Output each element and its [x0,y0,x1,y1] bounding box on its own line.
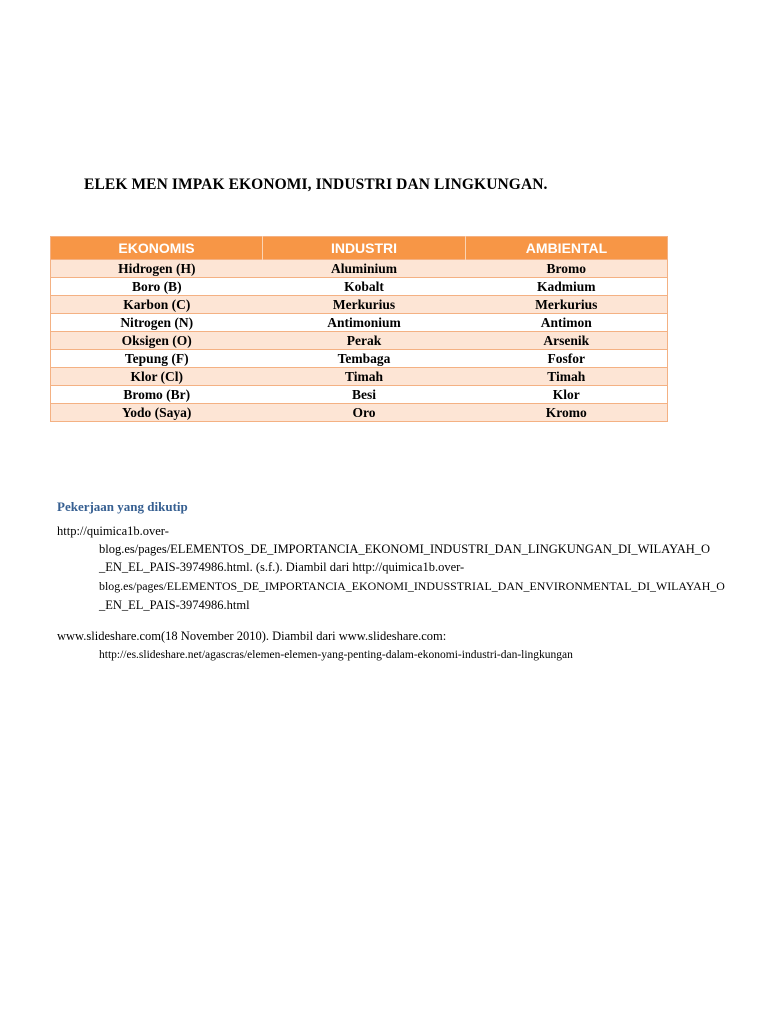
cell-ambiental: Klor [466,386,668,404]
cell-ekonomis: Tepung (F) [51,350,263,368]
cell-ekonomis: Hidrogen (H) [51,260,263,278]
cell-ambiental: Kadmium [466,278,668,296]
reference-1-line-3: _EN_EL_PAIS-3974986.html. (s.f.). Diambil dari http://quimica1b.over- [99,560,465,574]
cell-industri: Merkurius [263,296,466,314]
cell-ambiental: Bromo [466,260,668,278]
cell-industri: Timah [263,368,466,386]
cell-industri: Oro [263,404,466,422]
reference-1-line-4: blog.es/pages/ELEMENTOS_DE_IMPORTANCIA_EKONOMI_INDUSSTRIAL_DAN_ENVIRONMENTAL_DI_WILAYAH_O [99,579,725,593]
cell-ekonomis: Oksigen (O) [51,332,263,350]
header-industri: INDUSTRI [263,237,466,260]
table-row [51,368,668,386]
cell-industri: Aluminium [263,260,466,278]
table-row [51,350,668,368]
cell-ambiental: Arsenik [466,332,668,350]
reference-2-line-1: www.slideshare.com(18 November 2010). Diambil dari www.slideshare.com: [57,629,447,643]
table-row [51,278,668,296]
cell-ambiental: Antimon [466,314,668,332]
cell-ekonomis: Yodo (Saya) [51,404,263,422]
cell-ekonomis: Nitrogen (N) [51,314,263,332]
cell-ekonomis: Klor (Cl) [51,368,263,386]
cell-ekonomis: Karbon (C) [51,296,263,314]
header-ambiental: AMBIENTAL [466,237,668,260]
reference-2-line-2: http://es.slideshare.net/agascras/elemen-elemen-yang-penting-dalam-ekonomi-industri-dan-lingkungan [99,649,573,661]
table-row [51,314,668,332]
cell-industri: Besi [263,386,466,404]
cell-ambiental: Fosfor [466,350,668,368]
reference-1-line-1: http://quimica1b.over- [57,524,169,538]
reference-1-line-2: blog.es/pages/ELEMENTOS_DE_IMPORTANCIA_EKONOMI_INDUSTRI_DAN_LINGKUNGAN_DI_WILAYAH_O [99,542,711,556]
cell-industri: Tembaga [263,350,466,368]
reference-1-line-5: _EN_EL_PAIS-3974986.html [99,598,250,612]
table-header-row [51,237,668,260]
table-row [51,260,668,278]
cell-ekonomis: Bromo (Br) [51,386,263,404]
cell-ambiental: Merkurius [466,296,668,314]
table-row [51,332,668,350]
table-row [51,404,668,422]
cell-ambiental: Kromo [466,404,668,422]
cell-industri: Kobalt [263,278,466,296]
works-cited-heading: Pekerjaan yang dikutip [57,499,188,514]
header-ekonomis: EKONOMIS [51,237,263,260]
table-row [51,296,668,314]
cell-industri: Antimonium [263,314,466,332]
cell-ekonomis: Boro (B) [51,278,263,296]
elements-table [50,236,668,422]
table-row [51,386,668,404]
cell-industri: Perak [263,332,466,350]
cell-ambiental: Timah [466,368,668,386]
page-title: ELEK MEN IMPAK EKONOMI, INDUSTRI DAN LINGKUNGAN. [84,176,548,193]
